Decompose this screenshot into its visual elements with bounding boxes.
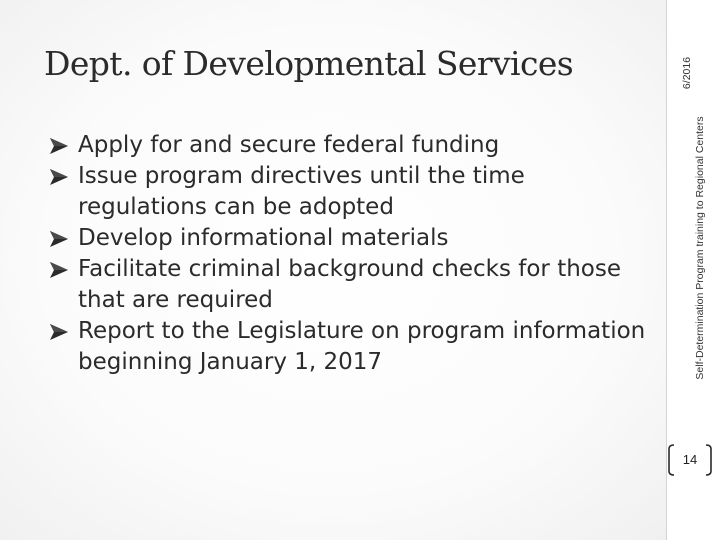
page-number: 14 (682, 452, 698, 467)
bullet-item (48, 254, 648, 316)
presentation-caption: Self-Determination Program training to Regional Centers (694, 116, 706, 380)
bullet-text: Facilitate criminal background checks for those that are required (78, 256, 621, 313)
bullet-item (48, 161, 648, 223)
bullet-item (48, 130, 648, 161)
arrow-bullet-icon (48, 136, 70, 156)
arrow-bullet-icon (48, 322, 70, 342)
bracket-right-icon (705, 444, 713, 476)
arrow-bullet-icon (48, 260, 70, 280)
bullet-item (48, 316, 648, 378)
arrow-bullet-icon (48, 229, 70, 249)
bracket-left-icon (667, 444, 675, 476)
bullet-text: Issue program directives until the time regulations can be adopted (78, 163, 525, 220)
arrow-bullet-icon (48, 167, 70, 187)
bullet-text: Apply for and secure federal funding (78, 132, 500, 158)
slide-title: Dept. of Developmental Services (44, 44, 574, 83)
bullet-list (48, 130, 648, 378)
slide-date: 6/2016 (681, 56, 693, 90)
page-number-box (667, 444, 713, 476)
bullet-text: Develop informational materials (78, 225, 449, 251)
bullet-item (48, 223, 648, 254)
bullet-text: Report to the Legislature on program information beginning January 1, 2017 (78, 318, 646, 375)
